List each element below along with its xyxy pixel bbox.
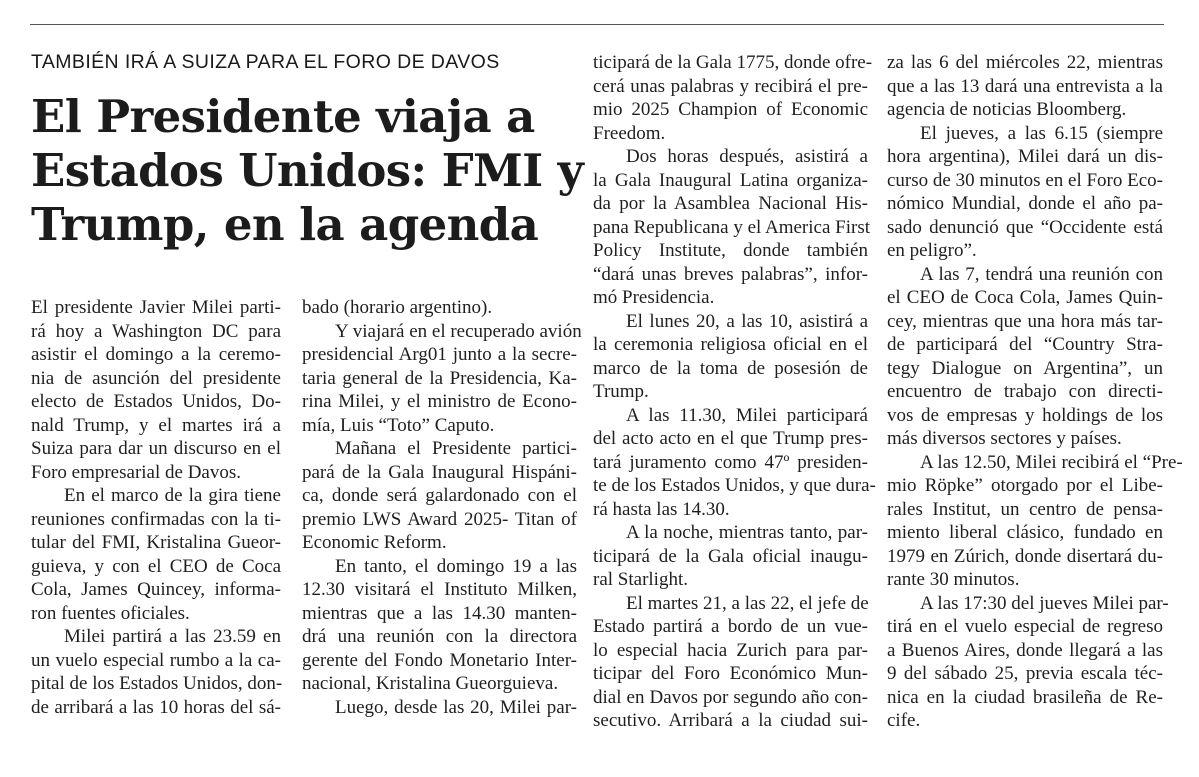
body-text-line: tular del FMI, Kristalina Gueor- [31,532,281,553]
body-text-line: taria general de la Presidencia, Ka- [302,367,577,389]
body-text-line: en peligro”. [887,240,977,261]
body-text-line: Suiza para dar un discurso en el [31,438,281,459]
body-text-line: 1979 en Zúrich, donde disertará du- [887,545,1163,567]
article-column-2 [302,296,582,719]
body-text-line: 9 del sábado 25, previa escala téc- [887,663,1163,684]
body-text-line: la Gala Inaugural Latina organiza- [593,169,868,191]
body-text-line: A las 7, tendrá una reunión con [920,263,1163,285]
body-text-line: Foro empresarial de Davos. [31,461,241,483]
body-text-line: presidencial Arg01 junto a la secre- [302,344,577,365]
body-text-line: “dará unas breves palabras”, infor- [593,263,868,285]
top-rule [30,24,1164,25]
body-text-line: pana Republicana y el America First [593,216,870,238]
body-text-line: de arribará a las 10 horas del sá- [31,696,281,718]
body-text-line: la ceremonia religiosa oficial en el [593,334,868,355]
body-text-line: marco de la toma de posesión de [593,357,868,379]
body-text-line: za las 6 del miércoles 22, mientras [887,52,1163,73]
body-text-line: En el marco de la gira tiene [64,485,281,506]
body-text-line: Policy Institute, donde también [593,240,868,261]
headline-line: El Presidente viaja a [31,90,535,143]
body-text-line: En tanto, el domingo 19 a las [335,555,577,577]
body-text-line: tegy Dialogue on Argentina”, un [887,357,1163,379]
body-text-line: nacional, Kristalina Gueorguieva. [302,673,559,694]
headline [31,90,591,252]
body-text-line: A la noche, mientras tanto, par- [626,522,868,543]
body-text-line: drá una reunión con la directora [302,626,577,647]
kicker: TAMBIÉN IRÁ A SUIZA PARA EL FORO DE DAVOS [31,51,500,73]
article-column-4 [887,51,1183,733]
body-text-line: un vuelo especial rumbo a la ca- [31,649,281,671]
body-text-line: Dos horas después, asistirá a [626,146,868,167]
body-text-line: mía, Luis “Toto” Caputo. [302,414,495,436]
body-text-line: hora argentina), Milei dará un dis- [887,146,1163,167]
body-text-line: ral Starlight. [593,569,688,590]
body-text-line: Trump. [593,381,649,402]
body-text-line: Y viajará en el recuperado avión [335,320,582,342]
body-text-line: nia de asunción del presidente [31,367,281,389]
body-text-line: tirá en el vuelo especial de regreso [887,616,1163,637]
body-text-line: ticipará de la Gala 1775, donde ofre- [593,52,873,73]
body-text-line: curso de 30 minutos en el Foro Eco- [887,169,1163,191]
body-text-line: agencia de noticias Bloomberg. [887,99,1127,120]
body-text-line: cife. [887,710,921,731]
headline-line: Estados Unidos: FMI y [31,144,584,197]
body-text-line: ticipar del Foro Económico Mun- [593,663,868,684]
body-text-line: da por la Asamblea Nacional His- [593,193,868,214]
body-text-line: nica en la ciudad brasileña de Re- [887,686,1163,708]
body-text-line: de participará del “Country Stra- [887,334,1163,355]
headline-line: Trump, en la agenda [31,198,539,251]
body-text-line: mó Presidencia. [593,287,715,308]
body-text-line: premio LWS Award 2025- Titan of [302,508,577,530]
body-text-line: te de los Estados Unidos, y que dura- [593,475,876,496]
body-text-line: encuentro de trabajo con directi- [887,381,1163,402]
body-text-line: electo de Estados Unidos, Do- [31,391,281,412]
body-text-line: mio Röpke” otorgado por el Libe- [887,475,1163,496]
body-text-line: rá hoy a Washington DC para [31,320,281,342]
body-text-line: mientras que a las 14.30 manten- [302,602,577,624]
body-text-line: rina Milei, y el ministro de Econo- [302,391,577,412]
body-text-line: lo especial hacia Zurich para par- [593,639,868,661]
body-text-line: Freedom. [593,122,666,144]
body-text-line: nómico Mundial, donde el año pa- [887,193,1163,214]
body-text-line: A las 11.30, Milei participará [626,404,868,426]
body-text-line: 12.30 visitará el Instituto Milken, [302,579,577,600]
body-text-line: secutivo. Arribará a la ciudad sui- [593,710,868,731]
body-text-line: más diversos sectores y países. [887,428,1122,449]
body-text-line: dial en Davos por segundo año con- [593,686,868,708]
body-text-line: ron fuentes oficiales. [31,602,190,624]
body-text-line: Mañana el Presidente partici- [335,438,577,459]
body-text-line: que a las 13 dará una entrevista a la [887,75,1163,97]
body-text-line: gerente del Fondo Monetario Inter- [302,649,577,671]
body-text-line: el CEO de Coca Cola, James Quin- [887,287,1163,308]
body-text-line: El martes 21, a las 22, el jefe de [626,592,869,614]
body-text-line: guieva, y con el CEO de Coca [31,555,281,577]
body-text-line: vos de empresas y holdings de los [887,404,1163,426]
body-text-line: ticipará de la Gala oficial inaugu- [593,545,868,567]
body-text-line: pará de la Gala Inaugural Hispáni- [302,461,577,483]
body-text-line: El jueves, a las 6.15 (siempre [920,122,1163,144]
body-text-line: El lunes 20, a las 10, asistirá a [626,310,868,332]
body-text-line: asistir el domingo a la ceremo- [31,344,281,365]
body-text-line: sado denunció que “Occidente está [887,216,1163,238]
body-text-line: rante 30 minutos. [887,569,1020,590]
body-text-line: Economic Reform. [302,532,447,553]
body-text-line: A las 17:30 del jueves Milei par- [920,592,1169,614]
body-text-line: Luego, desde las 20, Milei par- [335,696,577,718]
body-text-line: tará juramento como 47º presiden- [593,451,868,473]
body-text-line: cey, mientras que una hora más tar- [887,310,1163,332]
body-text-line: reuniones confirmadas con la ti- [31,508,281,530]
body-text-line: cerá unas palabras y recibirá el pre- [593,75,868,97]
body-text-line: pital de los Estados Unidos, don- [31,673,283,694]
article-column-3 [593,51,876,733]
body-text-line: rales Institut, un centro de pensa- [887,498,1163,520]
body-text-line: A las 12.50, Milei recibirá el “Pre- [920,451,1183,473]
body-text-line: rá hasta las 14.30. [593,498,730,520]
body-text-line: Estado partirá a bordo de un vue- [593,616,868,637]
body-text-line: bado (horario argentino). [302,297,493,318]
body-text-line: Milei partirá a las 23.59 en [64,626,281,647]
body-text-line: miento liberal clásico, fundado en [887,522,1163,543]
article-column-1 [31,296,281,719]
body-text-line: mio 2025 Champion of Economic [593,99,868,120]
body-text-line: nald Trump, y el martes irá a [31,414,281,436]
body-text-line: a Buenos Aires, donde llegará a las [887,639,1163,661]
body-text-line: ca, donde será galardonado con el [302,485,577,506]
body-text-line: El presidente Javier Milei parti- [31,297,281,318]
body-text-line: Cola, James Quincey, informa- [31,579,281,600]
body-text-line: del acto acto en el que Trump pres- [593,428,868,449]
